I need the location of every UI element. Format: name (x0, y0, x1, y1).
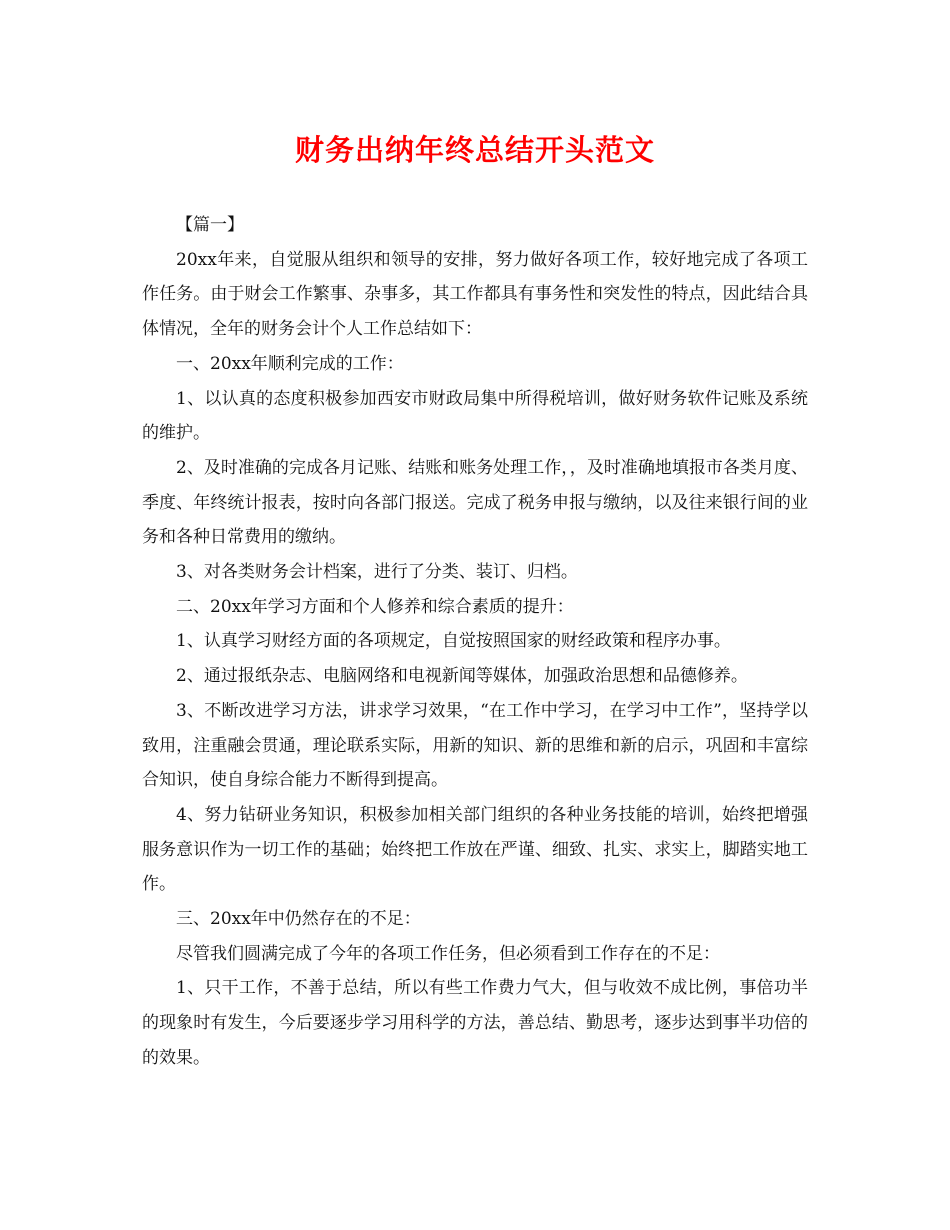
section-heading-completed-work: 一、20xx年顺利完成的工作： (176, 353, 404, 374)
section-heading-part-one: 【篇一】 (176, 215, 244, 235)
shortcomings-intro: 尽管我们圆满完成了今年的各项工作任务，但必须看到工作存在的不足： (176, 943, 720, 964)
completed-work-item-3: 3、对各类财务会计档案，进行了分类、装订、归档。 (176, 562, 578, 583)
section-heading-shortcomings: 三、20xx年中仍然存在的不足： (176, 909, 421, 930)
intro-paragraph: 20xx年来，自觉服从组织和领导的安排，努力做好各项工作，较好地完成了各项工作任务。由于财会工作繁事、杂事多，其工作都具有事务性和突发性的特点，因此结合具体情况，全年的财务会计个人工作总结如下： (142, 249, 808, 340)
completed-work-item-2: 2、及时准确的完成各月记账、结账和账务处理工作，，及时准确地填报市各类月度、季度、年终统计报表，按时向各部门报送。完成了税务申报与缴纳，以及往来银行间的业务和各种日常费用的缴纳。 (142, 457, 808, 548)
learning-item-4: 4、努力钻研业务知识，积极参加相关部门组织的各种业务技能的培训，始终把增强服务意识作为一切工作的基础；始终把工作放在严谨、细致、扎实、求实上，脚踏实地工作。 (142, 804, 808, 895)
completed-work-item-1: 1、以认真的态度积极参加西安市财政局集中所得税培训，做好财务软件记账及系统的维护。 (142, 388, 808, 444)
learning-item-1: 1、认真学习财经方面的各项规定，自觉按照国家的财经政策和程序办事。 (176, 631, 731, 652)
section-heading-learning: 二、20xx年学习方面和个人修养和综合素质的提升： (176, 596, 574, 617)
learning-item-2: 2、通过报纸杂志、电脑网络和电视新闻等媒体，加强政治思想和品德修养。 (176, 666, 748, 687)
document-body (142, 208, 808, 1076)
document-title: 财务出纳年终总结开头范文 (294, 133, 655, 167)
learning-item-3: 3、不断改进学习方法，讲求学习效果，“在工作中学习，在学习中工作”，坚持学以致用，注重融会贯通，理论联系实际，用新的知识、新的思维和新的启示，巩固和丰富综合知识，使自身综合能力不断得到提高。 (142, 700, 808, 791)
shortcomings-item-1: 1、只干工作，不善于总结，所以有些工作费力气大，但与收效不成比例，事倍功半的现象时有发生，今后要逐步学习用科学的方法，善总结、勤思考，逐步达到事半功倍的的效果。 (142, 978, 808, 1068)
